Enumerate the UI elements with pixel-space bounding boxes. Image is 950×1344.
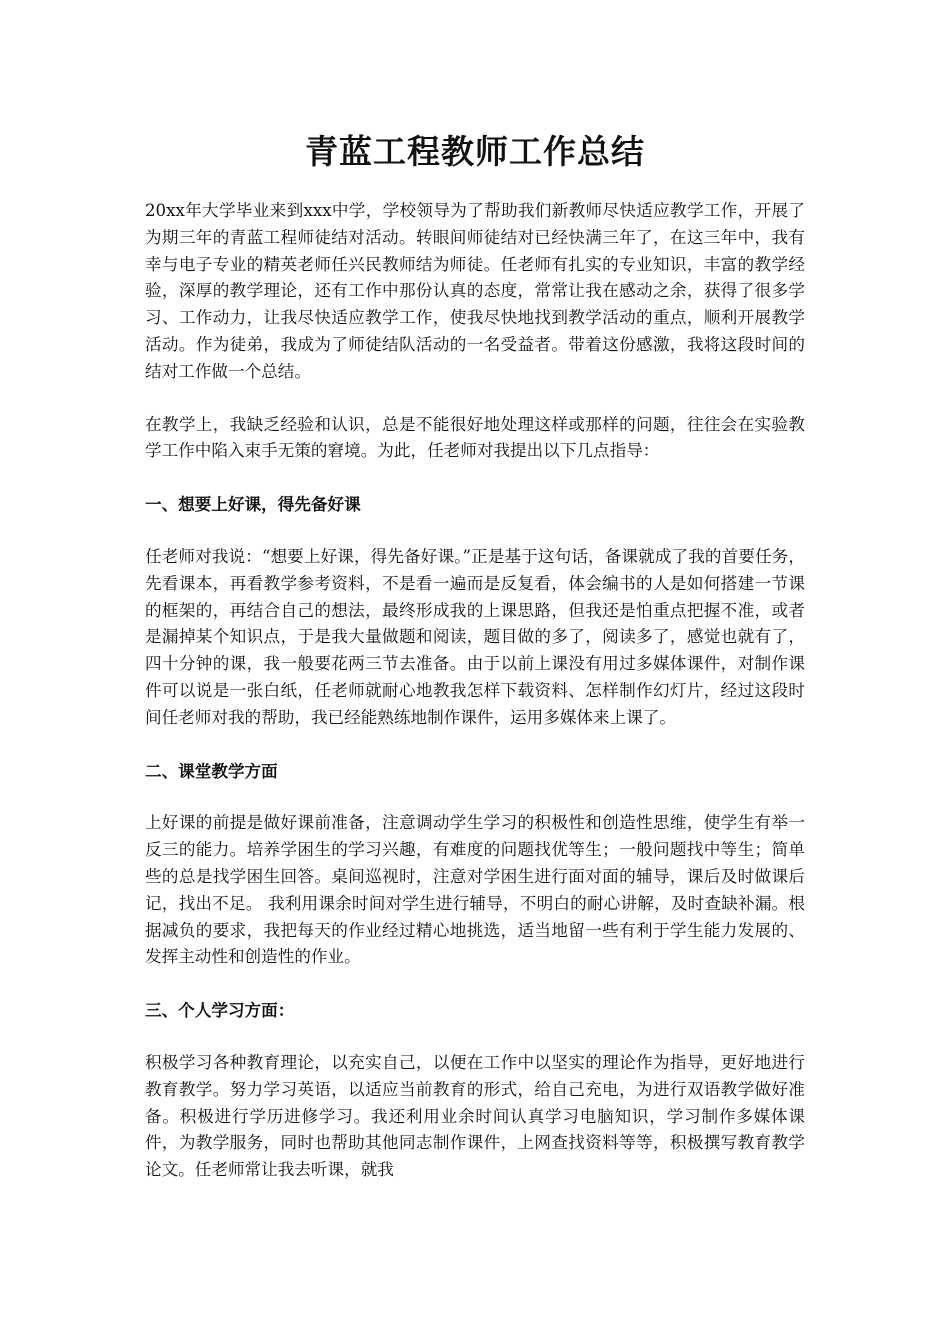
document-page [145,126,805,1210]
section-heading-2: 二、课堂教学方面 [145,760,278,781]
document-title: 青蓝工程教师工作总结 [305,132,645,171]
paragraph-personal-study: 积极学习各种教育理论，以充实自己，以便在工作中以坚实的理论作为指导，更好地进行教育教学。努力学习英语，以适应当前教育的形式，给自己充电，为进行双语教学做好准备。积极进行学历进修学习。我还利用业余时间认真学习电脑知识，学习制作多媒体课件，为教学服务，同时也帮助其他同志制作课件，上网查找资料等等，积极撰写教育教学论文。任老师常让我去听课，就我 [145,1052,805,1180]
paragraph-teaching: 在教学上，我缺乏经验和认识，总是不能很好地处理这样或那样的问题，往往会在实验教学工作中陷入束手无策的窘境。为此，任老师对我提出以下几点指导： [145,414,805,461]
section-heading-1: 一、想要上好课，得先备好课 [145,494,361,515]
section-heading-3: 三、个人学习方面： [145,1000,295,1021]
paragraph-intro: 20xx年大学毕业来到xxx中学，学校领导为了帮助我们新教师尽快适应教学工作，开展了为期三年的青蓝工程师徒结对活动。转眼间师徒结对已经快满三年了，在这三年中，我有幸与电子专业的精英老师任兴民教师结为师徒。任老师有扎实的专业知识，丰富的教学经验，深厚的教学理论，还有工作中那份认真的态度，常常让我在感动之余，获得了很多学习、工作动力，让我尽快适应教学工作，使我尽快地找到教学活动的重点，顺利开展教学活动。作为徒弟，我成为了师徒结队活动的一名受益者。带着这份感激，我将这段时间的结对工作做一个总结。 [145,201,805,381]
paragraph-classroom: 上好课的前提是做好课前准备，注意调动学生学习的积极性和创造性思维，使学生有举一反三的能力。培养学困生的学习兴趣，有难度的问题找优等生；一般问题找中等生；简单些的总是找学困生回答。桌间巡视时，注意对学困生进行面对面的辅导，课后及时做课后记，找出不足。 我利用课余时间对学生进行辅导，不明白的耐心讲解，及时查缺补漏。根据减负的要求，我把每天的作业经过精心地挑选，适当地留一些有利于学生能力发展的、发挥主动性和创造性的作业。 [145,813,805,967]
paragraph-lesson-prep: 任老师对我说：“想要上好课，得先备好课。”正是基于这句话，备课就成了我的首要任务，先看课本，再看教学参考资料，不是看一遍而是反复看，体会编书的人是如何搭建一节课的框架的，再结合自己的想法，最终形成我的上课思路，但我还是怕重点把握不准，或者是漏掉某个知识点，于是我大量做题和阅读，题目做的多了，阅读多了，感觉也就有了，四十分钟的课，我一般要花两三节去准备。由于以前上课没有用过多媒体课件，对制作课件可以说是一张白纸，任老师就耐心地教我怎样下载资料、怎样制作幻灯片，经过这段时间任老师对我的帮助，我已经能熟练地制作课件，运用多媒体来上课了。 [145,546,805,727]
